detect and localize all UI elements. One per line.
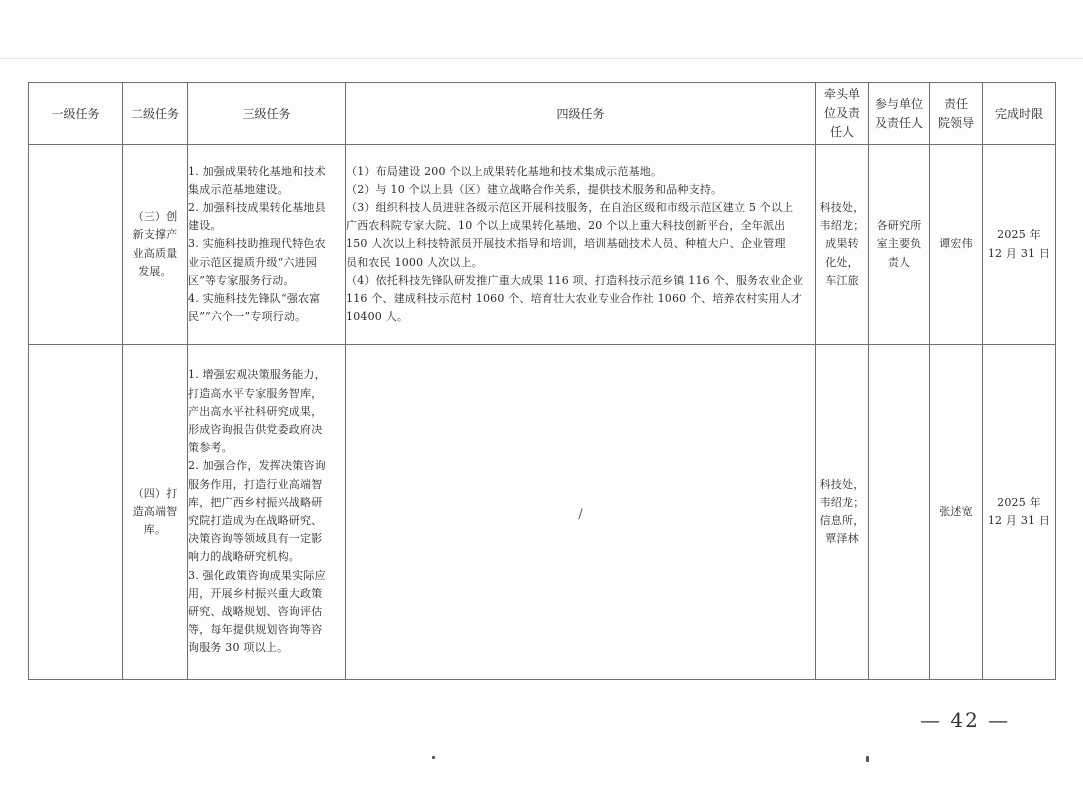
level1-cell bbox=[29, 345, 123, 680]
level4-line: （2）与 10 个以上县（区）建立战略合作关系，提供技术服务和品种支持。 bbox=[346, 182, 723, 196]
header-participant-line: 及责任人 bbox=[874, 115, 923, 130]
lead-unit-cell bbox=[816, 145, 869, 345]
deadline-cell bbox=[983, 345, 1056, 680]
level3-line: 业示范区提质升级“六进园 bbox=[188, 255, 318, 269]
header-row bbox=[29, 83, 1056, 145]
deadline-date: 12 月 31 日 bbox=[987, 514, 1051, 527]
task-table bbox=[28, 82, 1056, 680]
deadline-cell bbox=[983, 145, 1056, 345]
lead-line: 韦绍龙； bbox=[819, 495, 865, 509]
participant-line: 室主要负 bbox=[876, 237, 922, 251]
lead-line: 科技处， bbox=[819, 477, 865, 491]
level3-line: 决策咨询等领域具有一定影 bbox=[188, 532, 323, 546]
level3-line: 集成示范基地建设。 bbox=[188, 182, 289, 196]
lead-line: 覃泽林 bbox=[825, 532, 859, 546]
level3-line: 打造高水平专家服务智库， bbox=[188, 386, 323, 400]
level3-line: 库，把广西乡村振兴战略研 bbox=[188, 495, 323, 509]
level3-line: 等，每年提供规划咨询等咨 bbox=[188, 623, 323, 637]
level4-line: 员和农民 1000 人次以上。 bbox=[346, 255, 483, 269]
level3-line: 服务作用，打造行业高端智 bbox=[188, 477, 323, 491]
level4-cell bbox=[346, 145, 816, 345]
level2-line: 造高端智 bbox=[132, 504, 178, 518]
header-leader-line: 院领导 bbox=[937, 115, 974, 130]
deadline-date: 12 月 31 日 bbox=[987, 246, 1051, 260]
level4-empty-slash: / bbox=[578, 506, 583, 522]
header-level3: 三级任务 bbox=[188, 83, 346, 145]
level3-line: 研究、战略规划、咨询评估 bbox=[188, 605, 323, 619]
header-participant-line: 参与单位 bbox=[874, 96, 923, 111]
leader-cell: 谭宏伟 bbox=[930, 145, 983, 345]
level2-line: 发展。 bbox=[138, 264, 172, 278]
level4-line: 150 人次以上科技特派员开展技术指导和培训，培训基础技术人员、种植大户、企业管理 bbox=[346, 237, 786, 251]
header-leader-line: 责任 bbox=[943, 96, 968, 111]
page-number: — 42 — bbox=[920, 708, 1011, 732]
deadline-year: 2025 年 bbox=[997, 228, 1041, 242]
level3-line: 3. 强化政策咨询成果实际应 bbox=[188, 568, 326, 582]
header-level4: 四级任务 bbox=[346, 83, 816, 145]
level2-line: 新支撑产 bbox=[132, 228, 178, 242]
header-leader bbox=[930, 83, 983, 145]
level3-line: 2. 加强合作，发挥决策咨询 bbox=[188, 459, 326, 473]
lead-line: 成果转 bbox=[825, 237, 859, 251]
lead-line: 化处， bbox=[825, 255, 859, 269]
level2-line: 业高质量 bbox=[132, 246, 178, 260]
header-lead-line: 牵头单 bbox=[823, 87, 860, 101]
participant-unit-cell bbox=[869, 145, 930, 345]
scan-edge-line bbox=[0, 58, 1083, 59]
level2-cell bbox=[123, 145, 188, 345]
level4-line: （4）依托科技先锋队研发推广重大成果 116 项、打造科技示范乡镇 116 个、服务农业企业 bbox=[346, 273, 804, 287]
table-row bbox=[29, 345, 1056, 680]
level3-line: 用，开展乡村振兴重大政策 bbox=[188, 586, 323, 600]
level3-line: 产出高水平社科研究成果， bbox=[188, 404, 323, 418]
level3-line: 民”“六个一”专项行动。 bbox=[188, 310, 307, 324]
level2-cell bbox=[123, 345, 188, 680]
level3-line: 1. 加强成果转化基地和技术 bbox=[188, 164, 326, 178]
participant-line: 责人 bbox=[887, 255, 911, 269]
participant-unit-cell bbox=[869, 345, 930, 680]
level3-line: 策参考。 bbox=[188, 441, 233, 455]
level3-cell bbox=[188, 145, 346, 345]
level3-line: 区”等专家服务行动。 bbox=[188, 273, 295, 287]
level4-line: 10400 人。 bbox=[346, 310, 409, 324]
header-lead-line: 位及责 bbox=[823, 106, 860, 120]
participant-line: 各研究所 bbox=[876, 219, 922, 233]
lead-line: 科技处， bbox=[819, 200, 865, 214]
level3-line: 建设。 bbox=[188, 219, 222, 233]
level3-line: 形成咨询报告供党委政府决 bbox=[188, 422, 323, 436]
lead-line: 信息所， bbox=[819, 514, 865, 527]
level3-line: 询服务 30 项以上。 bbox=[188, 641, 289, 655]
header-lead-unit bbox=[816, 83, 869, 145]
header-deadline: 完成时限 bbox=[983, 83, 1056, 145]
deadline-year: 2025 年 bbox=[997, 495, 1041, 509]
level1-cell bbox=[29, 145, 123, 345]
level4-cell bbox=[346, 345, 816, 680]
level2-line: 库。 bbox=[143, 523, 167, 537]
level3-line: 响力的战略研究机构。 bbox=[188, 550, 300, 564]
level4-line: 116 个、建成科技示范村 1060 个、培育壮大农业专业合作社 1060 个、培养农村实用人才 bbox=[346, 292, 803, 305]
header-level1: 一级任务 bbox=[29, 83, 123, 145]
level4-line: （1）布局建设 200 个以上成果转化基地和技术集成示范基地。 bbox=[346, 164, 663, 178]
header-lead-line: 任人 bbox=[829, 125, 854, 139]
table-row bbox=[29, 145, 1056, 345]
level2-line: （四）打 bbox=[132, 486, 178, 500]
level2-line: （三）创 bbox=[132, 210, 178, 224]
header-participant-unit bbox=[869, 83, 930, 145]
level3-line: 3. 实施科技助推现代特色农 bbox=[188, 237, 326, 251]
lead-unit-cell bbox=[816, 345, 869, 680]
header-level2: 二级任务 bbox=[123, 83, 188, 145]
level3-line: 究院打造成为在战略研究、 bbox=[188, 514, 323, 527]
level4-line: 广西农科院专家大院、10 个以上成果转化基地、20 个以上重大科技创新平台，全年派出 bbox=[346, 219, 786, 233]
level4-line: （3）组织科技人员进驻各级示范区开展科技服务，在自治区级和市级示范区建立 5 个以上 bbox=[346, 200, 794, 214]
level3-line: 4. 实施科技先锋队“强农富 bbox=[188, 292, 321, 305]
level3-line: 1. 增强宏观决策服务能力， bbox=[188, 368, 326, 382]
lead-line: 车江旅 bbox=[825, 273, 859, 287]
level3-line: 2. 加强科技成果转化基地县 bbox=[188, 200, 326, 214]
scan-speck bbox=[432, 756, 435, 759]
leader-cell: 张述宽 bbox=[930, 345, 983, 680]
scan-speck bbox=[866, 756, 869, 762]
level3-cell bbox=[188, 345, 346, 680]
lead-line: 韦绍龙； bbox=[819, 219, 865, 233]
